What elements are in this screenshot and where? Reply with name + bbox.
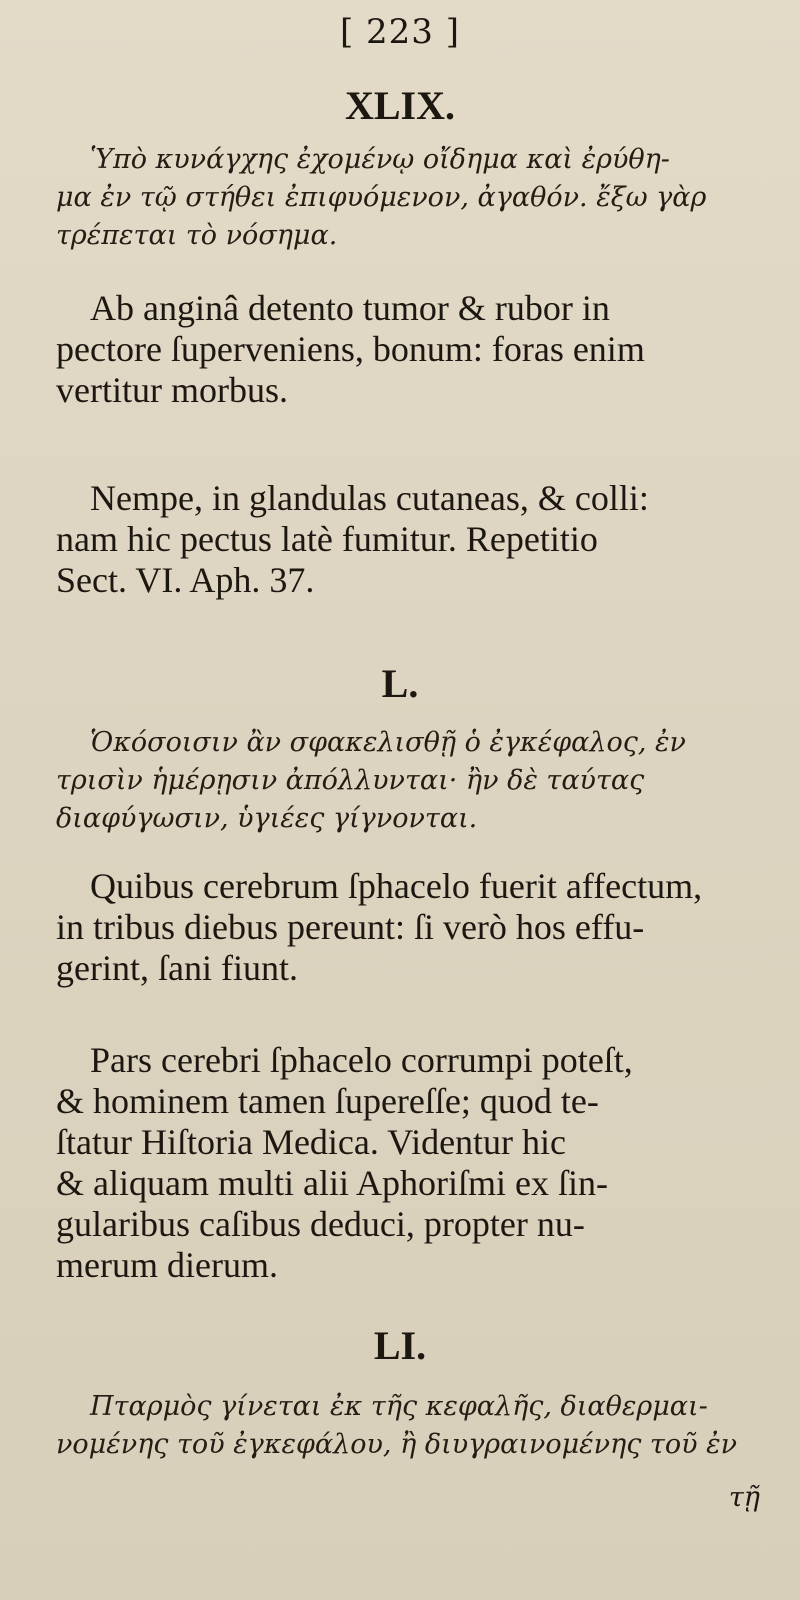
text-line: in tribus diebus pereunt: ſi verò hos effu-: [56, 907, 645, 947]
text-line: merum dierum.: [56, 1245, 278, 1285]
catchword: τῇ: [728, 1482, 760, 1513]
text-line: vertitur morbus.: [56, 370, 288, 410]
text-line: pectore ſuperveniens, bonum: foras enim: [56, 329, 645, 369]
text-line: & aliquam multi alii Aphoriſmi ex ſin-: [56, 1163, 608, 1203]
text-line: Ὑπὸ κυνάγχης ἐχομένῳ οἴδημα καὶ ἐρύθη-: [90, 144, 670, 175]
greek-text: [56, 724, 768, 838]
text-line: nam hic pectus latè fumitur. Repetitio: [56, 519, 598, 559]
commentary: [56, 1040, 768, 1286]
text-line: μα ἐν τῷ στήθει ἐπιφυόμενον, ἀγαθόν. ἔξω γὰρ: [56, 182, 707, 213]
latin-translation: [56, 288, 768, 411]
page-number: [ 223 ]: [339, 12, 461, 52]
text-line: Sect. VI. Aph. 37.: [56, 560, 315, 600]
section-number: L.: [381, 661, 419, 706]
text-line: νομένης τοῦ ἐγκεφάλου, ἢ διυγραινομένης τοῦ ἐν: [56, 1429, 738, 1460]
greek-text: [56, 1388, 768, 1464]
text-line: ſtatur Hiſtoria Medica. Videntur hic: [56, 1122, 567, 1162]
text-line: & hominem tamen ſupereſſe; quod te-: [56, 1081, 599, 1121]
text-line: gerint, ſani fiunt.: [56, 948, 298, 988]
greek-text: [56, 141, 768, 255]
text-line: Pars cerebri ſphacelo corrumpi poteſt,: [90, 1040, 633, 1080]
text-line: gularibus caſibus deduci, propter nu-: [56, 1204, 585, 1244]
text-line: Quibus cerebrum ſphacelo fuerit affectum,: [90, 866, 703, 906]
text-line: Nempe, in glandulas cutaneas, & colli:: [90, 478, 649, 518]
text-line: διαφύγωσιν, ὑγιέες γίγνονται.: [56, 803, 478, 834]
text-line: τρισὶν ἡμέρῃσιν ἀπόλλυνται· ἢν δὲ ταύτας: [56, 765, 645, 796]
text-line: Ὁκόσοισιν ἂν σφακελισθῇ ὁ ἐγκέφαλος, ἐν: [90, 727, 686, 758]
text-line: Ab anginâ detento tumor & rubor in: [90, 288, 610, 328]
section-number: XLIX.: [344, 83, 456, 128]
section-number: LI.: [373, 1323, 427, 1368]
text-line: Πταρμὸς γίνεται ἐκ τῆς κεφαλῆς, διαθερμαι-: [90, 1391, 708, 1422]
latin-translation: [56, 866, 768, 989]
commentary: [56, 478, 768, 601]
text-line: τρέπεται τὸ νόσημα.: [56, 220, 338, 251]
